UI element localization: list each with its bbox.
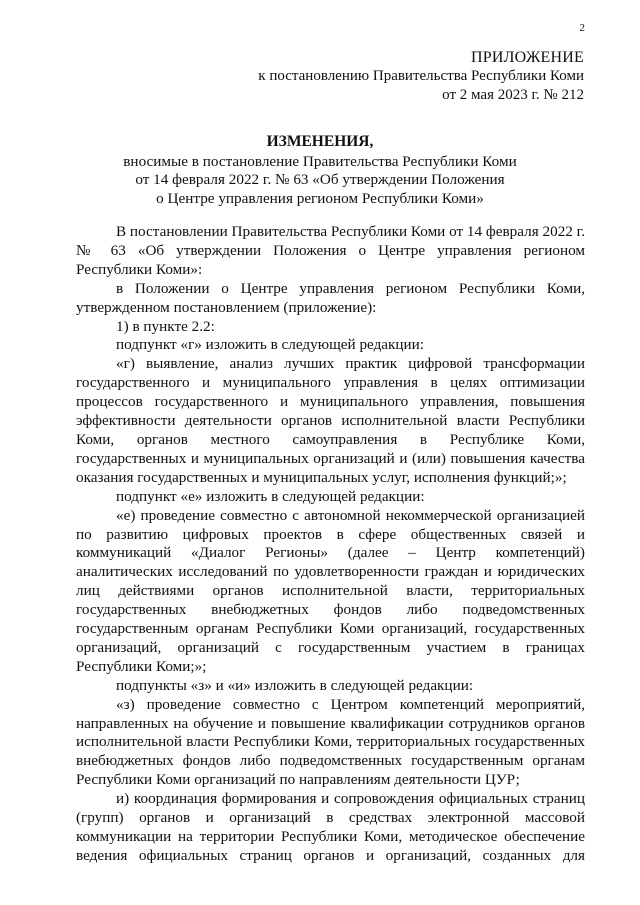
- paragraph: «з) проведение совместно с Центром компетенций мероприятий, направленных на обучение и повышение квалификации сотрудников органов исполнительной власти Республики Коми, территориальных государственных внебюджетных фондов либо подведомственных государственным органам Республики Коми организаций по направлениям деятельности ЦУР;: [76, 695, 585, 789]
- paragraph: подпункт «е» изложить в следующей редакции:: [116, 487, 425, 505]
- paragraph: в Положении о Центре управления регионом Республики Коми, утвержденном постановлением (приложение):: [76, 279, 585, 316]
- appendix-date: от 2 мая 2023 г. № 212: [442, 87, 584, 103]
- paragraph: и) координация формирования и сопровождения официальных страниц (групп) органов и организаций в средствах электронной массовой коммуникации на территории Республики Коми, методическое обеспечение ведения официальных страниц органов и организаций, созданных для: [76, 790, 585, 864]
- document-title-block: [76, 133, 564, 208]
- appendix-title: ПРИЛОЖЕНИЕ: [470, 49, 584, 66]
- paragraph: подпункт «г» изложить в следующей редакции:: [116, 336, 425, 354]
- document-subtitle-line: от 14 февраля 2022 г. № 63 «Об утверждении Положения: [135, 171, 505, 188]
- paragraph: В постановлении Правительства Республики Коми от 14 февраля 2022 г. № 63 «Об утверждении Положения о Центре управления регионом Республики Коми»:: [76, 223, 585, 278]
- paragraph: 1) в пункте 2.2:: [116, 317, 215, 335]
- document-subtitle-line: о Центре управления регионом Республики Коми»: [156, 189, 484, 207]
- document-body: [76, 223, 585, 866]
- paragraph: «г) выявление, анализ лучших практик цифровой трансформации государственного и муниципального управления в целях оптимизации процессов государственного и муниципального управления, повышения эффективности деятельности органов исполнительной власти Республики Коми, органов местного самоуправления в Республике Коми, государственных и муниципальных организаций и (или) повышения качества оказания государственных и муниципальных услуг, исполнения функций;»;: [76, 355, 585, 486]
- document-heading: ИЗМЕНЕНИЯ,: [266, 133, 374, 150]
- appendix-header: [258, 48, 584, 105]
- document-subtitle-line: вносимые в постановление Правительства Республики Коми: [123, 152, 517, 170]
- paragraph: «е) проведение совместно с автономной некоммерческой организацией по развитию цифровых проектов в сфере общественных связей и коммуникаций «Диалог Регионы» (далее – Центр компетенций) аналитических исследований по удовлетворенности граждан и юридических лиц действиями органов исполнительной власти, территориальных государственных внебюджетных фондов либо подведомственных государственным органам Республики Коми организаций, государственных организаций, организаций с государственным участием в границах Республики Коми;»;: [76, 506, 585, 675]
- appendix-reference: к постановлению Правительства Республики Коми: [258, 68, 584, 84]
- paragraph: подпункты «з» и «и» изложить в следующей редакции:: [116, 676, 474, 694]
- page-number: 2: [579, 22, 585, 34]
